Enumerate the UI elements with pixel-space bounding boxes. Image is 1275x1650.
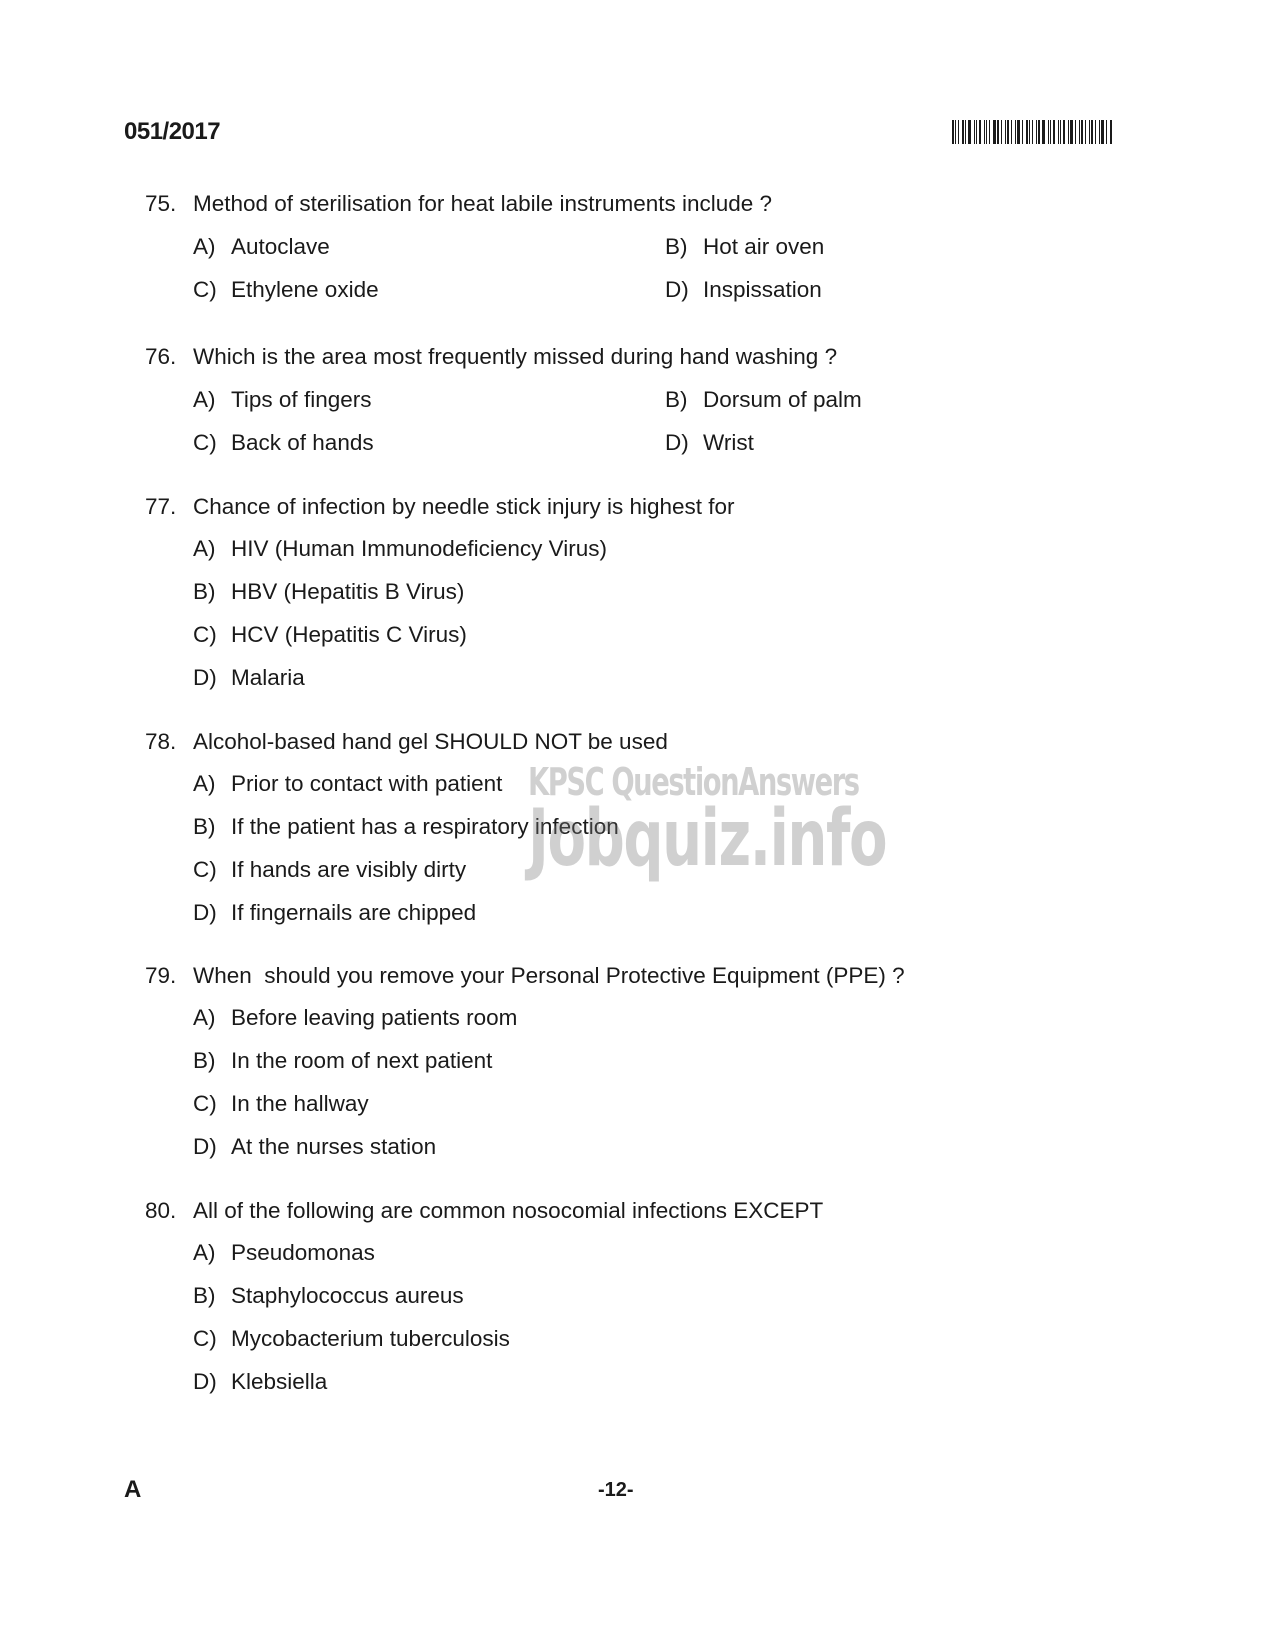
barcode-bar — [1001, 120, 1002, 144]
barcode-bar — [1060, 120, 1061, 144]
barcode-bar — [958, 120, 959, 144]
question-number: 79. — [145, 963, 177, 988]
question-79 — [145, 962, 1145, 1161]
question-80 — [145, 1197, 1145, 1396]
barcode-bar — [1079, 120, 1080, 144]
option-b: B) Staphylococcus aureus — [193, 1283, 464, 1308]
barcode-bar — [976, 120, 977, 144]
barcode-bar — [974, 120, 975, 144]
question-75 — [145, 190, 1145, 304]
option-b: B) Hot air oven — [665, 234, 825, 259]
barcode-bar — [1091, 120, 1093, 144]
option-c: C) Mycobacterium tuberculosis — [193, 1326, 510, 1351]
question-number: 78. — [145, 729, 177, 754]
question-number: 77. — [145, 494, 177, 519]
option-b: B) HBV (Hepatitis B Virus) — [193, 579, 465, 604]
barcode-bar — [986, 120, 987, 144]
option-b: B) In the room of next patient — [193, 1048, 493, 1073]
question-78 — [145, 728, 1145, 927]
option-c: C) In the hallway — [193, 1091, 369, 1116]
barcode-bar — [1075, 120, 1076, 144]
barcode-bar — [952, 120, 954, 144]
barcode-bar — [1007, 120, 1009, 144]
watermark-line-1: KPSC QuestionAnswers — [528, 760, 859, 804]
barcode-bar — [1011, 120, 1012, 144]
barcode-bar — [1015, 120, 1016, 144]
option-a: A) Before leaving patients room — [193, 1005, 518, 1030]
option-b: B) Dorsum of palm — [665, 387, 862, 412]
barcode-bar — [984, 120, 985, 144]
question-76 — [145, 343, 1145, 457]
question-number: 76. — [145, 344, 177, 369]
question-text: All of the following are common nosocomial infections EXCEPT — [193, 1198, 824, 1223]
question-text: Which is the area most frequently missed during hand washing ? — [193, 344, 838, 369]
barcode-bar — [1085, 120, 1086, 144]
barcode-bar — [1099, 120, 1100, 144]
barcode-bar — [989, 120, 990, 144]
barcode-bar — [1101, 120, 1104, 144]
question-text: Alcohol-based hand gel SHOULD NOT be used — [193, 729, 668, 754]
question-text: Chance of infection by needle stick injury is highest for — [193, 494, 735, 519]
barcode-bar — [1063, 120, 1065, 144]
barcode-bar — [1089, 120, 1090, 144]
barcode-bar — [1038, 120, 1040, 144]
barcode-bar — [1005, 120, 1006, 144]
barcode-bar — [1032, 120, 1033, 144]
barcode-bar — [1070, 120, 1073, 144]
barcode-bar — [1026, 120, 1028, 144]
option-a: A) Prior to contact with patient — [193, 771, 503, 796]
barcode-bar — [1017, 120, 1020, 144]
barcode-bar — [1058, 120, 1059, 144]
option-d: D) If fingernails are chipped — [193, 900, 477, 925]
barcode-bar — [968, 120, 971, 144]
barcode-bar — [993, 120, 996, 144]
barcode-bar — [1022, 120, 1023, 144]
question-number: 80. — [145, 1198, 177, 1223]
barcode-bar — [965, 120, 966, 144]
barcode-bar — [1068, 120, 1069, 144]
option-c: C) If hands are visibly dirty — [193, 857, 467, 882]
paper-code: 051/2017 — [124, 118, 221, 145]
option-b: B) If the patient has a respiratory infection — [193, 814, 619, 839]
question-number: 75. — [145, 191, 177, 216]
question-text: Method of sterilisation for heat labile instruments include ? — [193, 191, 773, 216]
option-d: D) Malaria — [193, 665, 305, 690]
option-d: D) Klebsiella — [193, 1369, 328, 1394]
barcode-bar — [1050, 120, 1051, 144]
page-number: -12- — [598, 1479, 634, 1501]
question-text: When should you remove your Personal Protective Equipment (PPE) ? — [193, 963, 905, 988]
barcode-bar — [1029, 120, 1030, 144]
watermark-line-2: Jobquiz.info — [528, 794, 887, 884]
option-a: A) Tips of fingers — [193, 387, 372, 412]
barcode-bar — [1081, 120, 1083, 144]
barcode-bar — [1053, 120, 1055, 144]
barcode-bar — [1110, 120, 1112, 144]
option-d: D) At the nurses station — [193, 1134, 437, 1159]
option-a: A) Autoclave — [193, 234, 330, 259]
barcode-bar — [1036, 120, 1037, 144]
option-c: C) HCV (Hepatitis C Virus) — [193, 622, 467, 647]
barcode-bar — [1095, 120, 1096, 144]
barcode-bar — [1048, 120, 1049, 144]
option-d: D) Inspissation — [665, 277, 822, 302]
series-label: A — [124, 1476, 142, 1503]
barcode-bar — [1042, 120, 1045, 144]
question-77 — [145, 493, 1145, 692]
option-c: C) Back of hands — [193, 430, 374, 455]
option-a: A) HIV (Human Immunodeficiency Virus) — [193, 536, 607, 561]
barcode — [952, 120, 1140, 144]
barcode-bar — [955, 120, 956, 144]
option-a: A) Pseudomonas — [193, 1240, 375, 1265]
barcode-bar — [997, 120, 999, 144]
barcode-bar — [962, 120, 964, 144]
option-d: D) Wrist — [665, 430, 754, 455]
option-c: C) Ethylene oxide — [193, 277, 379, 302]
barcode-bar — [1106, 120, 1107, 144]
barcode-bar — [979, 120, 981, 144]
